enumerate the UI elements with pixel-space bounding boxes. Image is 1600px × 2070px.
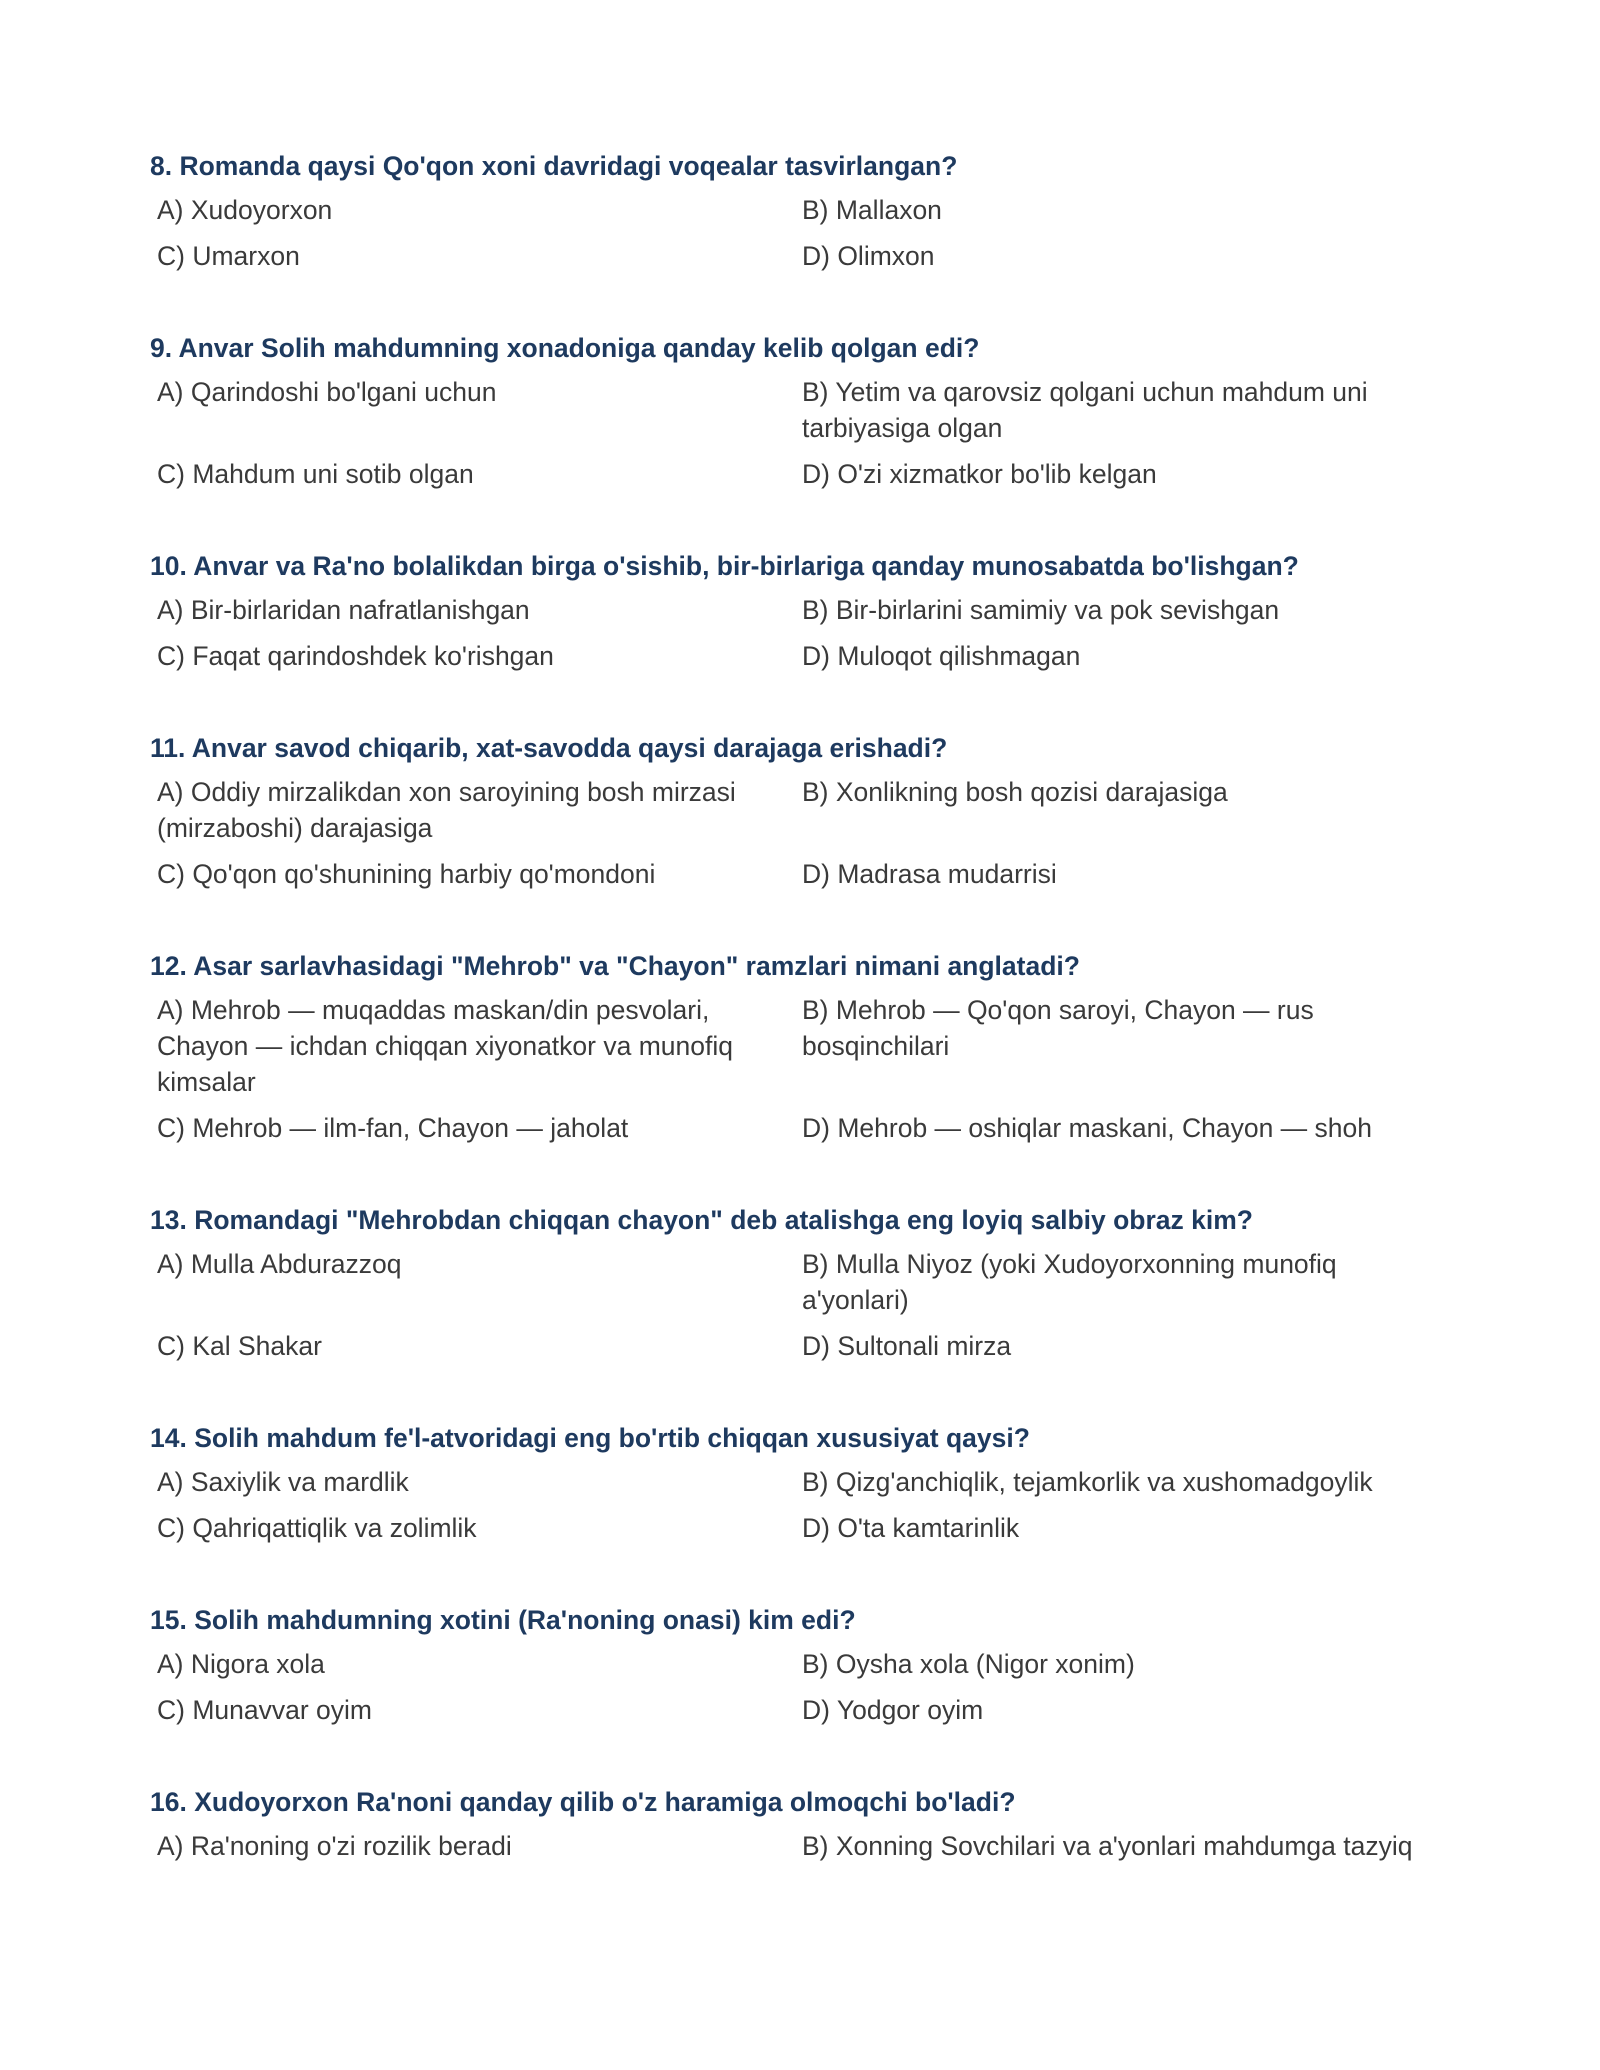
question-title: 10. Anvar va Ra'no bolalikdan birga o'sishib, bir-birlariga qanday munosabatda bo'lishgan? bbox=[150, 551, 1299, 581]
option-d: D) Muloqot qilishmagan bbox=[802, 641, 1081, 671]
answer-options bbox=[150, 992, 1450, 1146]
question-14 bbox=[150, 1420, 1450, 1546]
option-a: A) Nigora xola bbox=[157, 1649, 325, 1679]
option-a: A) Saxiylik va mardlik bbox=[157, 1467, 409, 1497]
answer-options bbox=[150, 1646, 1450, 1728]
option-a: A) Qarindoshi bo'lgani uchun bbox=[157, 377, 497, 407]
option-b: B) Mulla Niyoz (yoki Xudoyorxonning munofiq a'yonlari) bbox=[802, 1249, 1337, 1315]
option-d: D) Mehrob — oshiqlar maskani, Chayon — shoh bbox=[802, 1113, 1372, 1143]
option-c: C) Qo'qon qo'shunining harbiy qo'mondoni bbox=[157, 859, 656, 889]
question-10 bbox=[150, 548, 1450, 674]
answer-options bbox=[150, 1464, 1450, 1546]
option-b: B) Mehrob — Qo'qon saroyi, Chayon — rus bosqinchilari bbox=[802, 995, 1314, 1061]
answer-options bbox=[150, 774, 1450, 892]
question-title: 11. Anvar savod chiqarib, xat-savodda qaysi darajaga erishadi? bbox=[150, 733, 948, 763]
question-title: 13. Romandagi "Mehrobdan chiqqan chayon" deb atalishga eng loyiq salbiy obraz kim? bbox=[150, 1205, 1253, 1235]
answer-options bbox=[150, 374, 1450, 492]
question-title: 8. Romanda qaysi Qo'qon xoni davridagi voqealar tasvirlangan? bbox=[150, 151, 958, 181]
option-b: B) Oysha xola (Nigor xonim) bbox=[802, 1649, 1135, 1679]
option-d: D) Olimxon bbox=[802, 241, 935, 271]
option-c: C) Umarxon bbox=[157, 241, 300, 271]
question-15 bbox=[150, 1602, 1450, 1728]
option-d: D) O'ta kamtarinlik bbox=[802, 1513, 1020, 1543]
option-c: C) Faqat qarindoshdek ko'rishgan bbox=[157, 641, 554, 671]
question-title: 14. Solih mahdum fe'l-atvoridagi eng bo'rtib chiqqan xususiyat qaysi? bbox=[150, 1423, 1030, 1453]
answer-options bbox=[150, 592, 1450, 674]
option-c: C) Munavvar oyim bbox=[157, 1695, 372, 1725]
option-d: D) O'zi xizmatkor bo'lib kelgan bbox=[802, 459, 1157, 489]
answer-options bbox=[150, 1828, 1450, 1864]
option-c: C) Kal Shakar bbox=[157, 1331, 322, 1361]
option-b: B) Bir-birlarini samimiy va pok sevishgan bbox=[802, 595, 1280, 625]
question-13 bbox=[150, 1202, 1450, 1364]
option-d: D) Yodgor oyim bbox=[802, 1695, 984, 1725]
quiz-page bbox=[150, 148, 1450, 1920]
question-16 bbox=[150, 1784, 1450, 1864]
question-8 bbox=[150, 148, 1450, 274]
question-11 bbox=[150, 730, 1450, 892]
option-a: A) Oddiy mirzalikdan xon saroyining bosh mirzasi (mirzaboshi) darajasiga bbox=[157, 777, 736, 843]
question-9 bbox=[150, 330, 1450, 492]
option-b: B) Yetim va qarovsiz qolgani uchun mahdum uni tarbiyasiga olgan bbox=[802, 377, 1368, 443]
question-title: 15. Solih mahdumning xotini (Ra'noning onasi) kim edi? bbox=[150, 1605, 856, 1635]
option-a: A) Xudoyorxon bbox=[157, 195, 333, 225]
answer-options bbox=[150, 192, 1450, 274]
option-c: C) Mahdum uni sotib olgan bbox=[157, 459, 474, 489]
option-a: A) Bir-birlaridan nafratlanishgan bbox=[157, 595, 530, 625]
option-b: B) Mallaxon bbox=[802, 195, 942, 225]
option-c: C) Mehrob — ilm-fan, Chayon — jaholat bbox=[157, 1113, 629, 1143]
question-title: 12. Asar sarlavhasidagi "Mehrob" va "Chayon" ramzlari nimani anglatadi? bbox=[150, 951, 1080, 981]
question-title: 16. Xudoyorxon Ra'noni qanday qilib o'z haramiga olmoqchi bo'ladi? bbox=[150, 1787, 1016, 1817]
option-b: B) Xonlikning bosh qozisi darajasiga bbox=[802, 777, 1228, 807]
question-title: 9. Anvar Solih mahdumning xonadoniga qanday kelib qolgan edi? bbox=[150, 333, 980, 363]
answer-options bbox=[150, 1246, 1450, 1364]
option-a: A) Mulla Abdurazzoq bbox=[157, 1249, 402, 1279]
option-c: C) Qahriqattiqlik va zolimlik bbox=[157, 1513, 477, 1543]
option-d: D) Madrasa mudarrisi bbox=[802, 859, 1057, 889]
option-b: B) Qizg'anchiqlik, tejamkorlik va xushomadgoylik bbox=[802, 1467, 1373, 1497]
option-a: A) Mehrob — muqaddas maskan/din pesvolari, Chayon — ichdan chiqqan xiyonatkor va munofiq kimsalar bbox=[157, 995, 733, 1097]
option-b: B) Xonning Sovchilari va a'yonlari mahdumga tazyiq bbox=[802, 1831, 1413, 1861]
option-a: A) Ra'noning o'zi rozilik beradi bbox=[157, 1831, 512, 1861]
question-12 bbox=[150, 948, 1450, 1146]
option-d: D) Sultonali mirza bbox=[802, 1331, 1012, 1361]
